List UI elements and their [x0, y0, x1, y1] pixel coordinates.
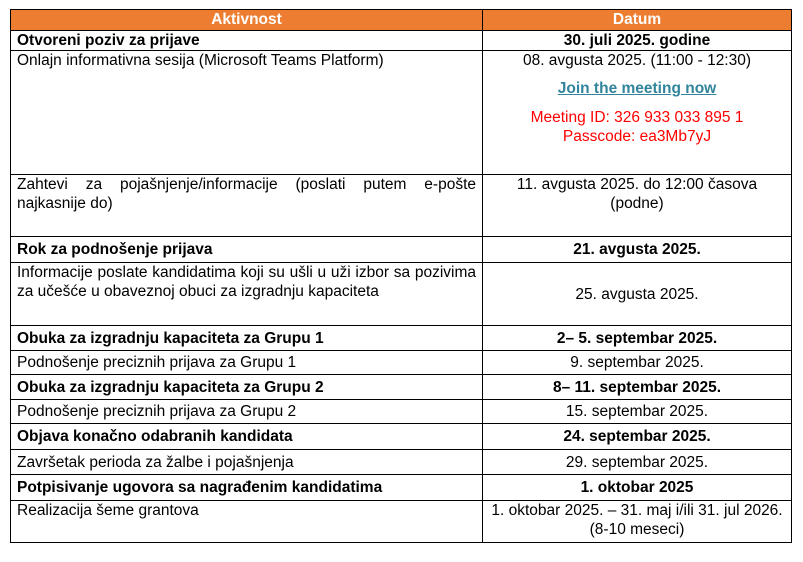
table-row	[11, 175, 792, 237]
activity-cell: Potpisivanje ugovora sa nagrađenim kandidatima	[11, 475, 483, 501]
date-cell: 24. septembar 2025.	[483, 424, 792, 450]
table-row	[11, 237, 792, 263]
table-row	[11, 475, 792, 501]
activity-cell: Informacije poslate kandidatima koji su ušli u uži izbor sa pozivima za učešće u obaveznoj obuci za izgradnju kapaciteta	[11, 263, 483, 326]
activity-cell: Obuka za izgradnju kapaciteta za Grupu 1	[11, 326, 483, 351]
date-cell: 1. oktobar 2025. – 31. maj i/ili 31. jul 2026. (8-10 meseci)	[483, 501, 792, 543]
activity-cell: Završetak perioda za žalbe i pojašnjenja	[11, 450, 483, 475]
date-cell: 29. septembar 2025.	[483, 450, 792, 475]
table-row	[11, 501, 792, 543]
header-row	[11, 10, 792, 31]
table-row	[11, 351, 792, 375]
activity-cell: Realizacija šeme grantova	[11, 501, 483, 543]
table-row	[11, 424, 792, 450]
date-cell: 11. avgusta 2025. do 12:00 časova (podne)	[483, 175, 792, 237]
table-row	[11, 375, 792, 400]
date-cell: 15. septembar 2025.	[483, 400, 792, 424]
date-cell: 30. juli 2025. godine	[483, 31, 792, 51]
date-cell: 25. avgusta 2025.	[483, 263, 792, 326]
table-row	[11, 263, 792, 326]
activity-cell: Zahtevi za pojašnjenje/informacije (poslati putem e-pošte najkasnije do)	[11, 175, 483, 237]
table-row	[11, 326, 792, 351]
date-cell: 21. avgusta 2025.	[483, 237, 792, 263]
join-meeting-link[interactable]: Join the meeting now	[557, 80, 717, 97]
meeting-passcode: Passcode: ea3Mb7yJ	[562, 128, 712, 145]
table-row	[11, 51, 792, 175]
date-cell	[483, 51, 792, 175]
activity-cell: Podnošenje preciznih prijava za Grupu 1	[11, 351, 483, 375]
table-row	[11, 400, 792, 424]
date-cell: 8– 11. septembar 2025.	[483, 375, 792, 400]
schedule-table	[10, 9, 792, 543]
activity-cell: Onlajn informativna sesija (Microsoft Teams Platform)	[11, 51, 483, 175]
activity-cell: Podnošenje preciznih prijava za Grupu 2	[11, 400, 483, 424]
activity-cell: Otvoreni poziv za prijave	[11, 31, 483, 51]
table-row	[11, 450, 792, 475]
date-cell: 1. oktobar 2025	[483, 475, 792, 501]
date-text: 08. avgusta 2025. (11:00 - 12:30)	[522, 52, 752, 69]
header-date: Datum	[483, 10, 792, 31]
header-activity: Aktivnost	[11, 10, 483, 31]
date-cell: 9. septembar 2025.	[483, 351, 792, 375]
table-row	[11, 31, 792, 51]
activity-cell: Obuka za izgradnju kapaciteta za Grupu 2	[11, 375, 483, 400]
meeting-id: Meeting ID: 326 933 033 895 1	[530, 109, 744, 126]
activity-cell: Objava konačno odabranih kandidata	[11, 424, 483, 450]
activity-cell: Rok za podnošenje prijava	[11, 237, 483, 263]
date-cell: 2– 5. septembar 2025.	[483, 326, 792, 351]
